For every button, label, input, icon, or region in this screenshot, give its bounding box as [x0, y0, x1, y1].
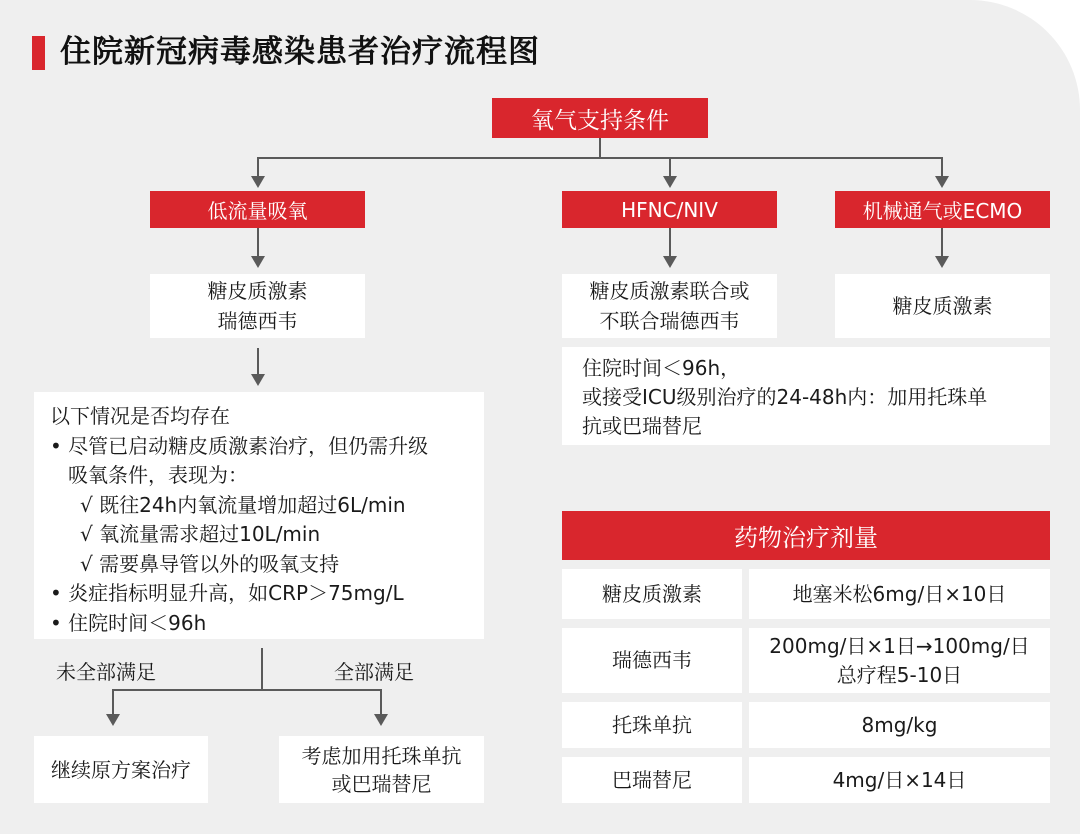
dose-cell: 8mg/kg [749, 702, 1050, 748]
connector [941, 157, 943, 176]
connector [257, 157, 943, 159]
note-line: 抗或巴瑞替尼 [582, 414, 702, 438]
condition-item: • 住院时间＜96h [50, 610, 207, 635]
table-row [562, 628, 1050, 693]
conditions-heading: 以下情况是否均存在 [50, 404, 230, 428]
treatment-line: 瑞德西韦 [217, 309, 298, 333]
connector [669, 228, 671, 256]
condition-item: • 尽管已启动糖皮质激素治疗，但仍需升级 [50, 433, 429, 458]
drug-cell: 瑞德西韦 [562, 628, 742, 693]
note-line: 或接受ICU级别治疗的24-48h内：加用托珠单 [582, 385, 988, 409]
treatment-line: 不联合瑞德西韦 [599, 309, 740, 333]
conditions-box [34, 392, 484, 639]
drug-cell: 巴瑞替尼 [562, 757, 742, 803]
connector [941, 228, 943, 256]
connector [669, 157, 671, 176]
mech-treatment-box: 糖皮质激素 [835, 274, 1050, 338]
table-row [562, 757, 1050, 803]
arrow-down-icon [251, 176, 265, 188]
low-flow-treatment-box [150, 274, 365, 338]
dose-cell [749, 628, 1050, 693]
hfnc-niv-node: HFNC/NIV [562, 191, 777, 228]
dose-line: 总疗程5-10日 [836, 662, 963, 687]
note-line: 住院时间＜96h， [582, 356, 741, 380]
condition-item: • 炎症指标明显升高，如CRP＞75mg/L [50, 581, 404, 605]
page-title: 住院新冠病毒感染患者治疗流程图 [60, 34, 540, 70]
all-met-label: 全部满足 [334, 660, 414, 684]
low-flow-oxygen-node: 低流量吸氧 [150, 191, 365, 228]
not-all-met-label: 未全部满足 [56, 660, 156, 684]
connector [380, 689, 382, 715]
continue-treatment-box: 继续原方案治疗 [34, 736, 208, 803]
arrow-down-icon [251, 256, 265, 268]
oxygen-support-node: 氧气支持条件 [492, 98, 708, 138]
outcome-line: 或巴瑞替尼 [331, 771, 432, 796]
hfnc-additional-note [562, 347, 1050, 445]
connector [261, 648, 263, 690]
condition-item: √ 氧流量需求超过10L/min [80, 522, 321, 546]
connector [599, 138, 601, 159]
table-row [562, 569, 1050, 619]
connector [112, 689, 382, 691]
add-tocilizumab-box [279, 736, 484, 803]
arrow-down-icon [935, 256, 949, 268]
treatment-line: 糖皮质激素 [207, 279, 308, 303]
mechanical-ventilation-node: 机械通气或ECMO [835, 191, 1050, 228]
dosage-table-header: 药物治疗剂量 [562, 511, 1050, 560]
arrow-down-icon [106, 714, 120, 726]
condition-item: 吸氧条件，表现为： [68, 463, 248, 487]
connector [257, 228, 259, 256]
arrow-down-icon [374, 714, 388, 726]
dosage-table [562, 511, 1050, 803]
outcome-line: 考虑加用托珠单抗 [301, 743, 462, 768]
connector [112, 689, 114, 715]
title-accent-bar [32, 36, 45, 70]
dose-cell: 地塞米松6mg/日×10日 [749, 569, 1050, 619]
arrow-down-icon [663, 256, 677, 268]
table-row [562, 702, 1050, 748]
arrow-down-icon [251, 374, 265, 386]
drug-cell: 糖皮质激素 [562, 569, 742, 619]
treatment-line: 糖皮质激素联合或 [589, 279, 750, 303]
drug-cell: 托珠单抗 [562, 702, 742, 748]
hfnc-treatment-box [562, 274, 777, 338]
dose-cell: 4mg/日×14日 [749, 757, 1050, 803]
arrow-down-icon [935, 176, 949, 188]
arrow-down-icon [663, 176, 677, 188]
connector [257, 348, 259, 374]
condition-item: √ 需要鼻导管以外的吸氧支持 [80, 551, 340, 576]
connector [257, 157, 259, 176]
dose-line: 200mg/日×1日→100mg/日 [769, 633, 1030, 658]
condition-item: √ 既往24h内氧流量增加超过6L/min [80, 492, 406, 517]
